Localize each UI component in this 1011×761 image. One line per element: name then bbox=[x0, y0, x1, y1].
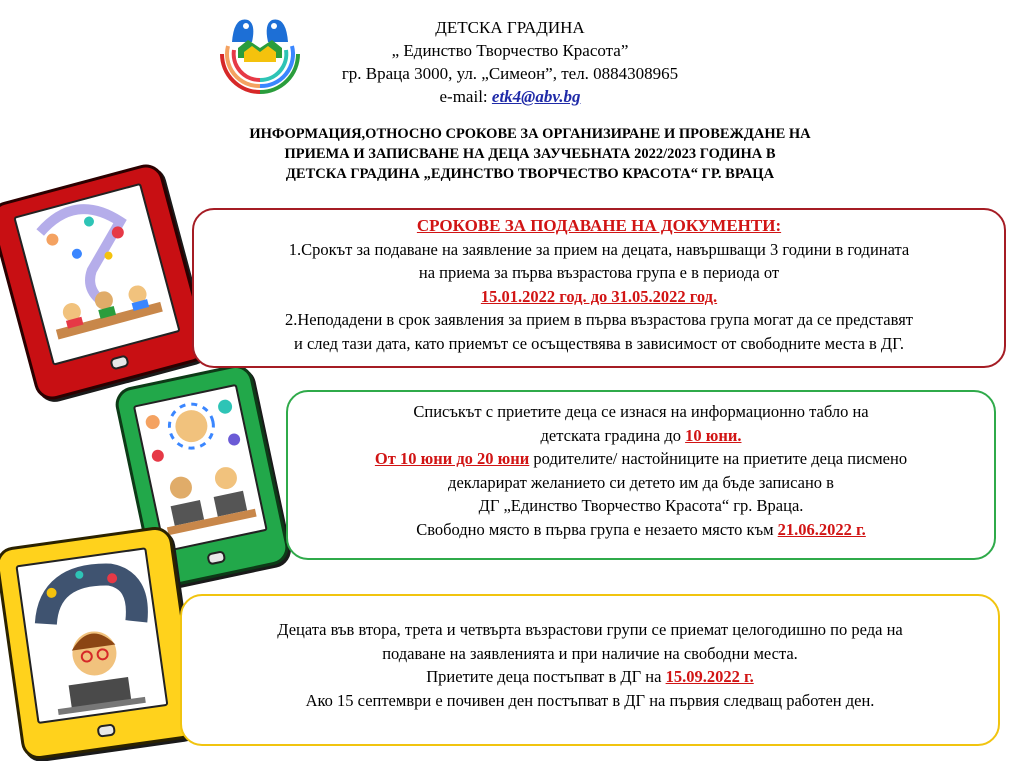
deadlines-line-4: и след тази дата, като приемът се осъществява в зависимост от свободните места в ДГ. bbox=[294, 333, 904, 353]
admitted-line-5: ДГ „Единство Творчество Красота“ гр. Враца. bbox=[478, 496, 804, 515]
admitted-line-3 bbox=[288, 447, 994, 471]
header-address: гр. Враца 3000, ул. „Симеон”, тел. 0884308965 bbox=[341, 64, 679, 83]
children-playing-illustration-icon bbox=[16, 185, 178, 363]
other-groups-line-3 bbox=[182, 665, 998, 689]
subheading-line-3: ДЕТСКА ГРАДИНА „ЕДИНСТВО ТВОРЧЕСТВО КРАСОТА“ ГР. ВРАЦА bbox=[285, 166, 775, 182]
other-groups-box bbox=[180, 594, 1000, 746]
kindergarten-logo-icon bbox=[214, 6, 306, 98]
deadlines-line-3: 2.Неподадени в срок заявления за прием в първа възрастова група могат да се представят bbox=[284, 310, 913, 329]
header-title: ДЕТСКА ГРАДИНА bbox=[435, 18, 585, 37]
admitted-line-2 bbox=[288, 424, 994, 448]
admitted-line-6 bbox=[288, 518, 994, 542]
admitted-line-4: декларират желанието си детето им да бъде записано в bbox=[448, 472, 834, 492]
deadlines-line-2: на приема за първа възрастова група е в периода от bbox=[418, 263, 780, 282]
admitted-line-2-text: детската градина до bbox=[540, 425, 686, 445]
admitted-line-1: Списъкът с приетите деца се изнася на информационно табло на bbox=[413, 402, 869, 421]
start-date: 15.09.2022 г. bbox=[665, 667, 754, 686]
subheading-line-1: ИНФОРМАЦИЯ,ОТНОСНО СРОКОВЕ ЗА ОРГАНИЗИРАНЕ И ПРОВЕЖДАНЕ НА bbox=[249, 126, 811, 142]
tablet-home-button-icon bbox=[206, 550, 226, 565]
header-name: „ Единство Творчество Красота” bbox=[391, 41, 629, 60]
other-groups-line-3-text: Приетите деца постъпват в ДГ на bbox=[426, 667, 666, 686]
declaration-period: От 10 юни до 20 юни bbox=[374, 449, 530, 468]
tablet-home-button-icon bbox=[109, 354, 129, 370]
tablet-home-button-icon bbox=[97, 723, 116, 737]
kindergarten-header bbox=[300, 16, 720, 108]
children-with-laptops-illustration-icon bbox=[135, 386, 265, 550]
email-link[interactable]: etk4@abv.bg bbox=[491, 87, 581, 106]
tablet-red-icon bbox=[0, 160, 211, 403]
other-groups-line-2: подаване на заявленията и при наличие на свободни места. bbox=[382, 643, 798, 663]
deadlines-line-1: 1.Срокът за подаване на заявление за прием на децата, навършващи 3 години в годината bbox=[288, 239, 910, 259]
girl-with-laptop-illustration-icon bbox=[18, 549, 166, 721]
tablet-yellow-icon bbox=[0, 525, 200, 761]
tablet-red-screen bbox=[13, 183, 180, 366]
free-place-date: 21.06.2022 г. bbox=[777, 519, 866, 539]
other-groups-line-4: Ако 15 септември е почивен ден постъпват в ДГ на първия следващ работен ден. bbox=[305, 690, 875, 710]
deadlines-title: СРОКОВЕ ЗА ПОДАВАНЕ НА ДОКУМЕНТИ: bbox=[416, 216, 782, 235]
admitted-list-box bbox=[286, 390, 996, 560]
admitted-line-3-text: родителите/ настойниците на приетите деца писмено bbox=[529, 449, 908, 468]
subheading-line-2: ПРИЕМА И ЗАПИСВАНЕ НА ДЕЦА ЗАУЧЕБНАТА 2022/2023 ГОДИНА В bbox=[284, 146, 776, 162]
header-email-row bbox=[300, 85, 720, 108]
document-subheading bbox=[170, 124, 890, 184]
deadlines-box bbox=[192, 208, 1006, 368]
deadlines-dates: 15.01.2022 год. до 31.05.2022 год. bbox=[480, 286, 718, 306]
other-groups-line-1: Децата във втора, трета и четвърта възрастови групи се приемат целогодишно по реда на bbox=[277, 620, 903, 639]
admitted-line-6-text: Свободно място в първа група е незаето място към bbox=[416, 519, 778, 539]
admitted-list-date: 10 юни. bbox=[685, 425, 742, 445]
tablet-yellow-screen bbox=[15, 547, 168, 724]
email-label: e-mail: bbox=[439, 87, 488, 106]
